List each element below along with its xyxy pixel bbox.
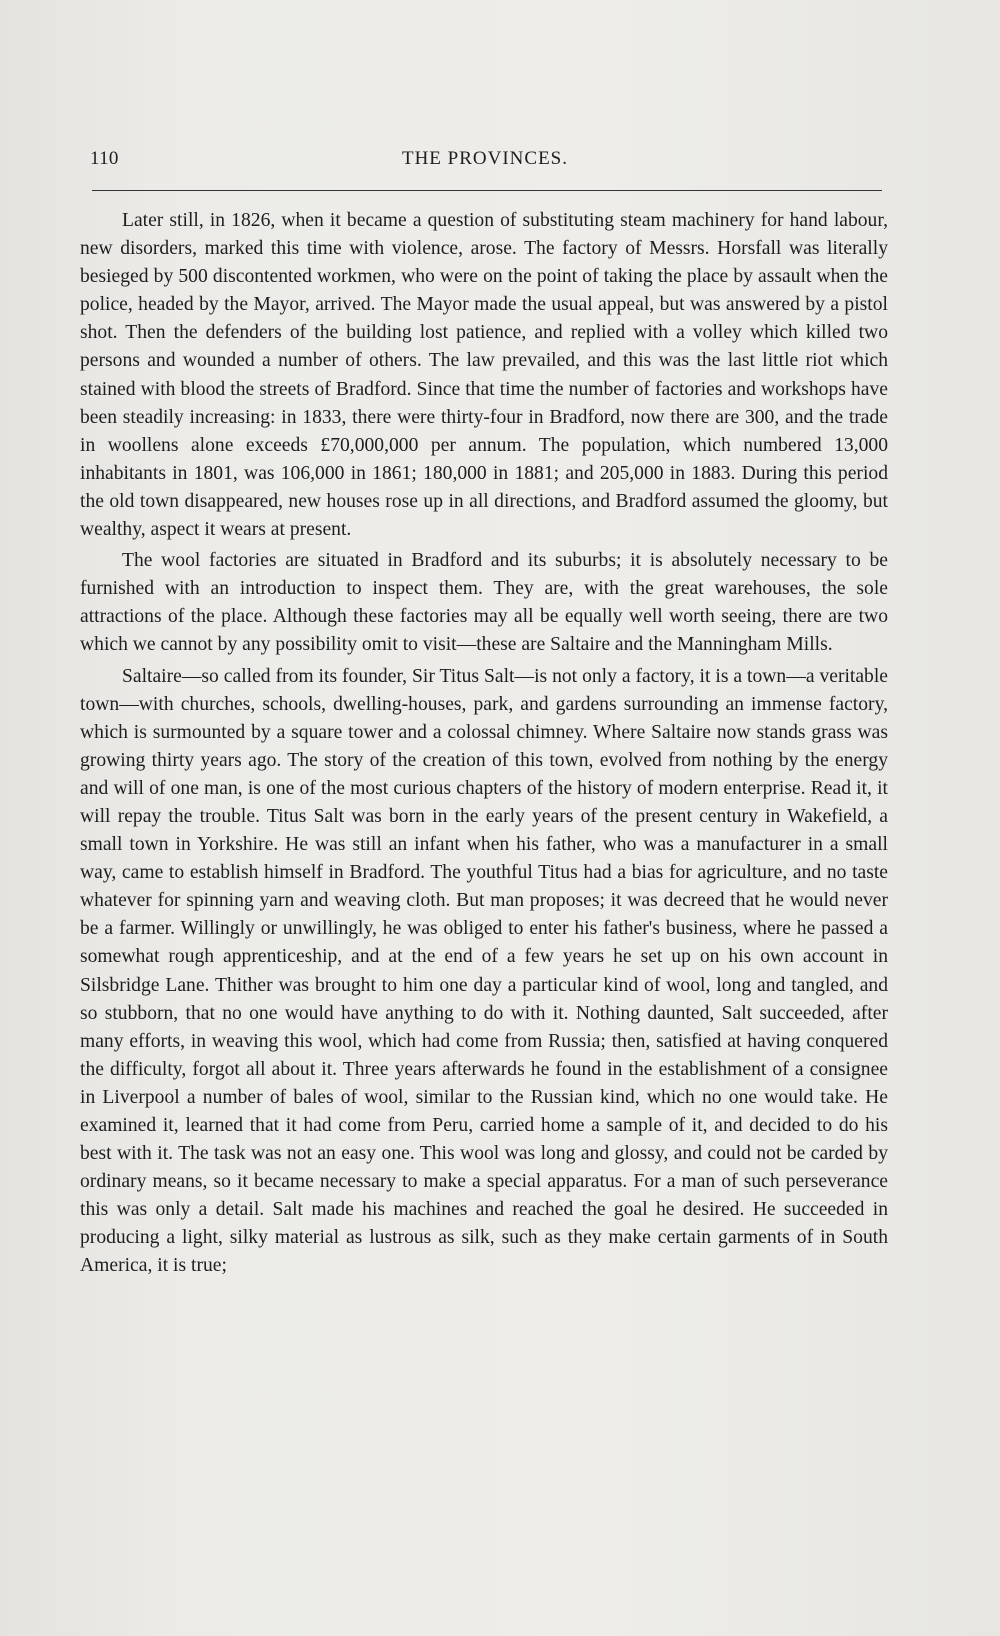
paragraph-1: Later still, in 1826, when it became a question of substituting steam machinery for hand labour, new disorders, marked this time with violence, arose. The factory of Messrs. Horsfall was literally besieged by 500 discontented workmen, who were on the point of taking the place by assault when the police, headed by the Mayor, arrived. The Mayor made the usual appeal, but was answered by a pistol shot. Then the defenders of the building lost patience, and replied with a volley which killed two persons and wounded a number of others. The law prevailed, and this was the last little riot which stained with blood the streets of Bradford. Since that time the number of factories and workshops have been steadily increasing: in 1833, there were thirty-four in Bradford, now there are 300, and the trade in woollens alone exceeds £70,000,000 per annum. The population, which numbered 13,000 inhabitants in 1801, was 106,000 in 1861; 180,000 in 1881; and 205,000 in 1883. During this period the old town disappeared, new houses rose up in all directions, and Bradford assumed the gloomy, but wealthy, aspect it wears at present.: [80, 210, 888, 541]
body-text: [80, 207, 888, 1281]
page-number: 110: [90, 148, 119, 169]
running-title: THE PROVINCES.: [401, 148, 568, 169]
header-rule: [92, 190, 882, 191]
paragraph-2: The wool factories are situated in Bradford and its suburbs; it is absolutely necessary to be furnished with an introduction to inspect them. They are, with the great warehouses, the sole attractions of the place. Although these factories may all be equally well worth seeing, there are two which we cannot by any possibility omit to visit—these are Saltaire and the Manningham Mills.: [80, 550, 888, 656]
paragraph-3: Saltaire—so called from its founder, Sir Titus Salt—is not only a factory, it is a town—a veritable town—with churches, schools, dwelling-houses, park, and gardens surrounding an immense factory, which is surmounted by a square tower and a colossal chimney. Where Saltaire now stands grass was growing thirty years ago. The story of the creation of this town, evolved from nothing by the energy and will of one man, is one of the most curious chapters of the history of modern enterprise. Read it, it will repay the trouble. Titus Salt was born in the early years of the present century in Wakefield, a small town in Yorkshire. He was still an infant when his father, who was a manufacturer in a small way, came to establish himself in Bradford. The youthful Titus had a bias for agriculture, and no taste whatever for spinning yarn and weaving cloth. But man proposes; it was decreed that he would never be a farmer. Willingly or unwillingly, he was obliged to enter his father's business, where he passed a somewhat rough apprenticeship, and at the end of a few years he set up on his own account in Silsbridge Lane. Thither was brought to him one day a particular kind of wool, long and tangled, and so stubborn, that no one would have anything to do with it. Nothing daunted, Salt succeeded, after many efforts, in weaving this wool, which had come from Russia; then, satisfied at having conquered the difficulty, forgot all about it. Three years afterwards he found in the establishment of a consignee in Liverpool a number of bales of wool, similar to the Russian kind, which no one would take. He examined it, learned that it had come from Peru, carried home a sample of it, and decided to do his best with it. The task was not an easy one. This wool was long and glossy, and could not be carded by ordinary means, so it became necessary to make a special apparatus. For a man of such perseverance this was only a detail. Salt made his machines and reached the goal he desired. He succeeded in producing a light, silky material as lustrous as silk, such as they make certain garments of in South America, it is true;: [80, 665, 888, 1277]
running-head: [90, 148, 880, 174]
